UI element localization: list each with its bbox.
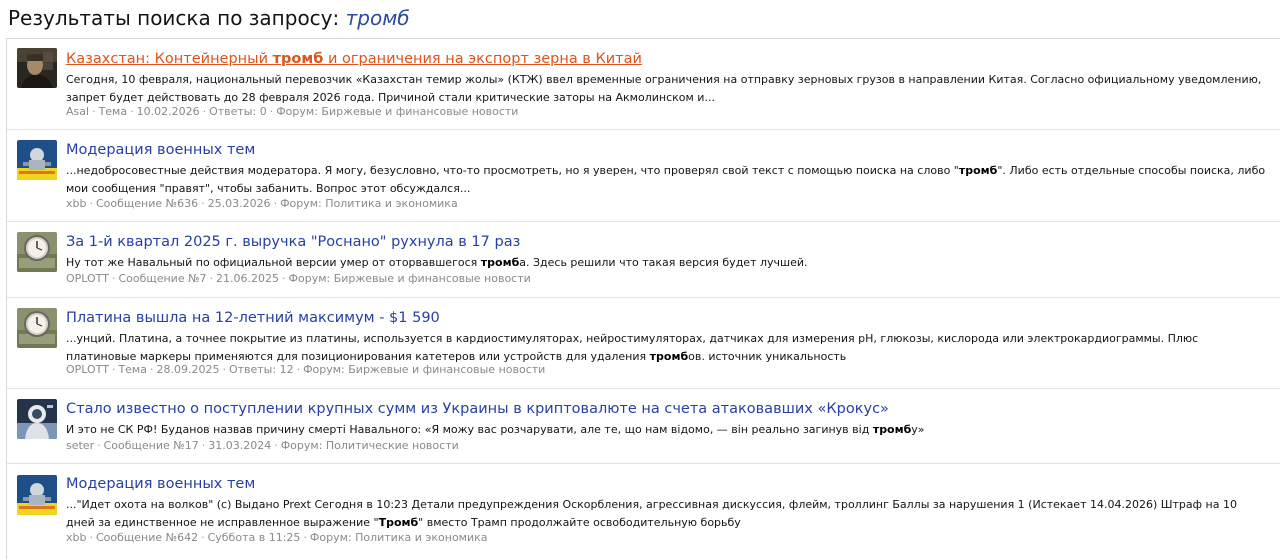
result-snippet: ..."Идет охота на волков" (с) Выдано Prext Сегодня в 10:23 Детали предупреждения Оскорбления, агрессивная дискуссия, флейм, троллинг Баллы за нарушения 1 (Истекает 14.04.2026) Штраф на 10 дней за единственное не исправленное выражение "Тромб" вместо Трамп продолжайте освободительную борьбу [66, 498, 1237, 529]
query-highlight: тромб [649, 349, 689, 363]
result-title-link[interactable]: Модерация военных тем [66, 142, 256, 158]
result-title-link[interactable]: За 1-й квартал 2025 г. выручка "Роснано" рухнула в 17 раз [66, 234, 521, 250]
result-snippet: И это не СК РФ! Буданов назвав причину смерті Навального: «Я можу вас розчарувати, але те, що нам відомо, — він реально загинув від тромбу» [66, 423, 925, 436]
dark-portrait-avatar-icon[interactable] [17, 48, 57, 88]
result-date: Суббота в 11:25 [207, 531, 301, 544]
author-link[interactable]: OPLOTT [66, 272, 109, 285]
result-title-link[interactable]: Стало известно о поступлении крупных сумм из Украины в криптовалюте на счета атаковавших «Крокус» [66, 401, 889, 417]
result-replies: Ответы: 12 [228, 363, 294, 376]
result-type: Тема [118, 363, 147, 376]
author-link[interactable]: xbb [66, 197, 87, 210]
search-result [7, 39, 1280, 130]
result-type: Тема [98, 105, 128, 118]
result-snippet: Ну тот же Навальный по официальной версии умер от оторвавшегося тромба. Здесь решили что такая версия будет лучшей. [66, 256, 808, 269]
page-title-prefix: Результаты поиска по запросу: [8, 6, 340, 30]
forum-link[interactable]: Форум: Политика и экономика [309, 531, 488, 544]
ukraine-flag-avatar-icon[interactable] [17, 140, 57, 180]
search-results-list [6, 38, 1280, 559]
result-date: 10.02.2026 [136, 105, 200, 118]
result-meta: xbb · Сообщение №636 · 25.03.2026 · Форум: Политика и экономика [66, 197, 458, 210]
result-type: Сообщение №17 [103, 439, 199, 452]
result-date: 28.09.2025 [156, 363, 220, 376]
result-meta: seter · Сообщение №17 · 31.03.2024 · Форум: Политические новости [66, 439, 459, 452]
search-result [7, 298, 1280, 389]
result-type: Сообщение №642 [95, 531, 199, 544]
author-link[interactable]: seter [66, 439, 95, 452]
author-link[interactable]: OPLOTT [66, 363, 109, 376]
forum-link[interactable]: Форум: Биржевые и финансовые новости [276, 105, 519, 118]
result-meta: OPLOTT · Сообщение №7 · 21.06.2025 · Форум: Биржевые и финансовые новости [66, 272, 531, 285]
clock-money-avatar-icon[interactable] [17, 308, 57, 348]
result-date: 25.03.2026 [207, 197, 271, 210]
result-replies: Ответы: 0 [209, 105, 267, 118]
search-result [7, 389, 1280, 464]
query-highlight: Тромб [378, 515, 419, 529]
result-date: 21.06.2025 [216, 272, 280, 285]
clock-money-avatar-icon[interactable] [17, 232, 57, 272]
search-result [7, 222, 1280, 298]
forum-link[interactable]: Форум: Политические новости [280, 439, 459, 452]
result-date: 31.03.2024 [208, 439, 272, 452]
result-type: Сообщение №636 [95, 197, 199, 210]
query-highlight: тромб [480, 256, 520, 269]
forum-link[interactable]: Форум: Биржевые и финансовые новости [288, 272, 531, 285]
query-highlight: тромб [958, 164, 998, 177]
result-title-link[interactable]: Платина вышла на 12-летний максимум - $1 590 [66, 310, 440, 326]
astronaut-avatar-icon[interactable] [17, 399, 57, 439]
search-result [7, 130, 1280, 222]
query-highlight: тромб [872, 423, 912, 436]
result-snippet: ...недобросовестные действия модератора. Я могу, безусловно, что-то просмотреть, но я уверен, что проверял свой текст с помощью поиска на слово "тромб". Либо есть отдельные способы поиска, либо мои сообщения "правят", чтобы забанить. Вопрос этот обсуждался... [66, 164, 1266, 195]
page-title [8, 5, 410, 31]
search-query: тромб [345, 6, 410, 30]
result-title-link[interactable]: Казахстан: Контейнерный тромб и ограничения на экспорт зерна в Китай [66, 51, 642, 67]
result-meta: xbb · Сообщение №642 · Суббота в 11:25 · Форум: Политика и экономика [66, 531, 488, 544]
result-snippet: ...унций. Платина, а точнее покрытие из платины, используется в кардиостимуляторах, нейростимуляторах, датчиках для измерения pH, глюкозы, кислорода или электрокардиограммы. Плюс платиновые маркеры применяются для позиционирования катетеров или устройств для удаления тромбов. источник уникальность [66, 332, 1199, 363]
author-link[interactable]: Asal [66, 105, 90, 118]
forum-link[interactable]: Форум: Биржевые и финансовые новости [303, 363, 546, 376]
search-result [7, 464, 1280, 560]
result-type: Сообщение №7 [118, 272, 207, 285]
result-title-link[interactable]: Модерация военных тем [66, 476, 256, 492]
ukraine-flag-avatar-icon[interactable] [17, 475, 57, 515]
query-highlight: тромб [272, 51, 324, 67]
result-snippet: Сегодня, 10 февраля, национальный перевозчик «Казахстан темир жолы» (КТЖ) ввел временные ограничения на отправку зерновых грузов в направлении Китая. Согласно официальному уведомлению, запрет будет действовать до 28 февраля 2026 года. Причиной стали критические заторы на Акмолинском и... [66, 73, 1262, 104]
forum-link[interactable]: Форум: Политика и экономика [280, 197, 458, 210]
result-meta: OPLOTT · Тема · 28.09.2025 · Ответы: 12 · Форум: Биржевые и финансовые новости [66, 363, 546, 376]
result-meta: Asal · Тема · 10.02.2026 · Ответы: 0 · Форум: Биржевые и финансовые новости [66, 105, 519, 118]
author-link[interactable]: xbb [66, 531, 87, 544]
